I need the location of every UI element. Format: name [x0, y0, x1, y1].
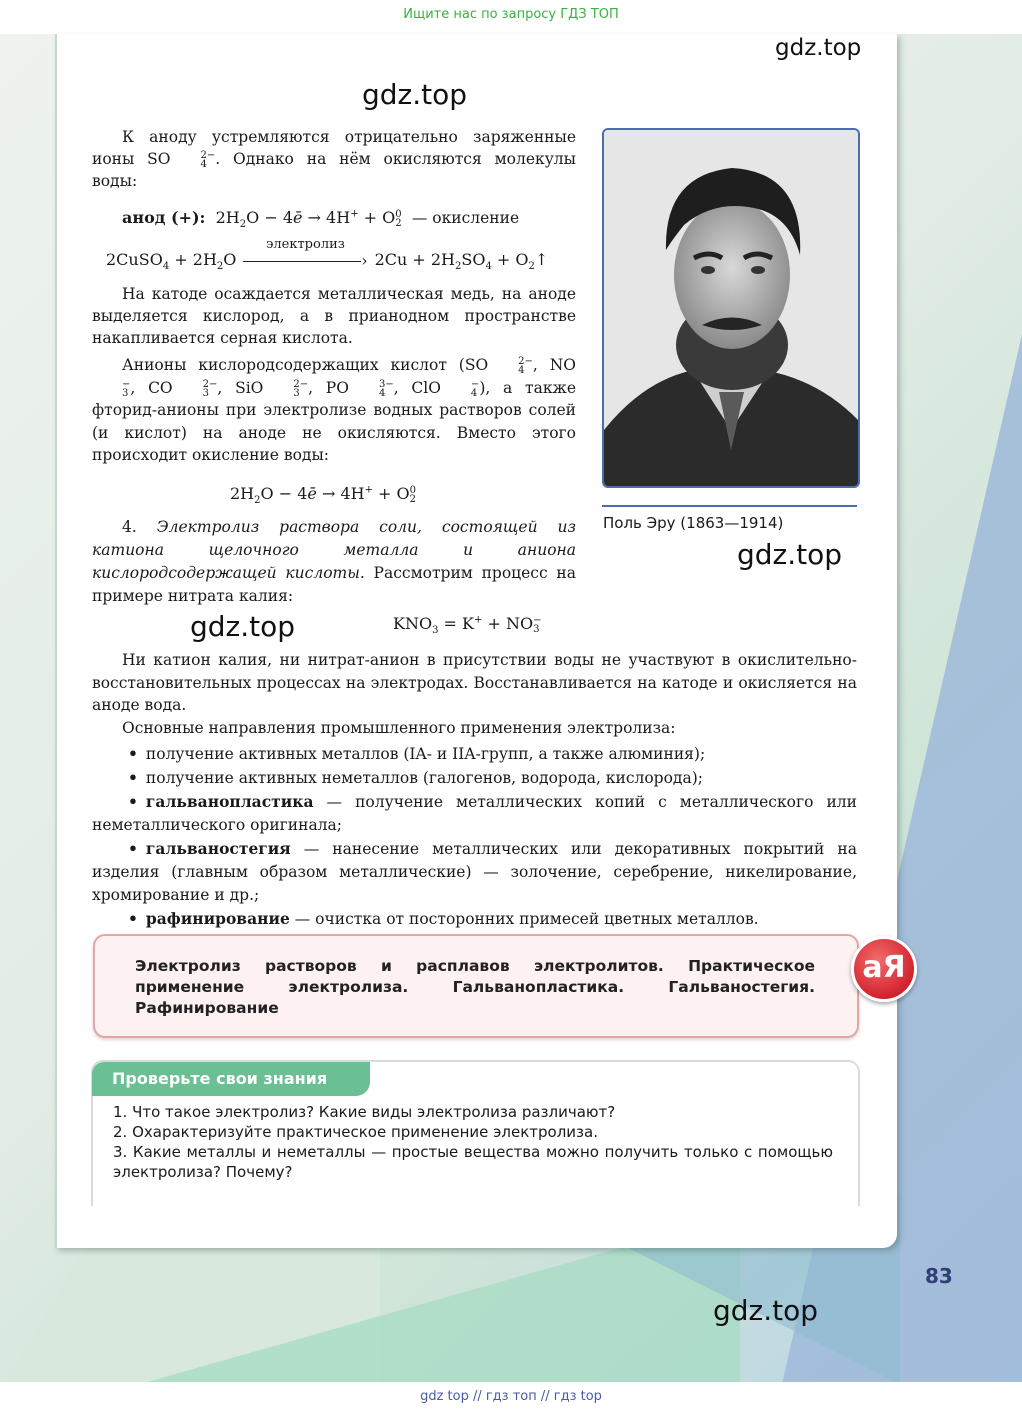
- cathode-paragraph: На катоде осаждается металлическая медь, на аноде выделяется кислород, а в прианодном пространстве накапливается серная кислота.: [92, 285, 576, 347]
- top-banner[interactable]: Ищите нас по запросу ГДЗ ТОП: [0, 0, 1022, 34]
- watermark: gdz.top: [362, 78, 468, 111]
- list-item: • гальваностегия — нанесение металлических или декоративных покрытий на изделия (главным образом металлические) — золочение, серебрение, никелирование, хромирование и др.;: [92, 839, 857, 904]
- applications-list: [92, 742, 857, 931]
- page-number: 83: [925, 1264, 953, 1288]
- kno3-paragraph: Ни катион калия, ни нитрат-анион в присутствии воды не участвуют в окислительно-восстановительных процессах на электродах. Восстанавливается на катоде и окисляется на аноде вода. Основные направления промышленного применения электролиза:: [92, 649, 857, 739]
- applications-intro: Основные направления промышленного применения электролиза:: [122, 718, 676, 737]
- check-knowledge-title: Проверьте свои знания: [92, 1062, 370, 1096]
- key-terms-text: Электролиз растворов и расплавов электролитов. Практическое применение электролиза. Гальванопластика. Гальваностегия. Рафинирование: [135, 957, 815, 1017]
- question-item: 2. Охарактеризуйте практическое применение электролиза.: [113, 1123, 598, 1141]
- watermark: gdz.top: [713, 1294, 819, 1327]
- overall-equation: 2CuSO$_4$ + $2H_2O$ электролиз › $2Cu + 2H_2SO_4$ + $O_2↑$: [106, 237, 549, 273]
- anode-intro-paragraph: К аноду устремляются отрицательно заряженные ионы SO 2− 4 . Однако на нём окисляются молекулы воды:: [92, 128, 576, 190]
- anode-equation: анод (+): $2H_2O$ − 4ē → 4H+ + O 0 2 — окисление: [122, 208, 520, 231]
- item4-paragraph: 4. Электролиз раствора соли, состоящей из катиона щелочного металла и аниона кислородсодержащей кислоты. Рассмотрим процесс на примере нитрата калия:: [92, 518, 576, 605]
- watermark: gdz.top: [737, 538, 843, 571]
- question-item: 3. Какие металлы и неметаллы — простые вещества можно получить только с помощью электролиза? Почему?: [113, 1143, 833, 1181]
- watermark: gdz.top: [190, 610, 296, 643]
- question-item: 1. Что такое электролиз? Какие виды электролиза различают?: [113, 1103, 616, 1121]
- anions-paragraph: Анионы кислородсодержащих кислот (SO 2− 4 , NO − 3 , CO 2− 3 , SiO 2− 3 , PO 3− 4 , ClO − 4 ), а также фторид-анионы при электролизе водных растворов солей (и кислот) на аноде не окисляются. Вместо этого происходит окисление воды:: [92, 356, 576, 464]
- glossary-icon: аЯ: [851, 936, 917, 1002]
- list-item: • получение активных неметаллов (галогенов, водорода, кислорода);: [128, 768, 703, 787]
- list-item: • гальванопластика — получение металлических копий с металлического или неметаллического оригинала;: [92, 792, 857, 834]
- water-oxidation-equation: $2H_2O$ − 4ē → 4H+ + O 0 2: [230, 484, 417, 507]
- watermark: gdz.top: [775, 35, 862, 61]
- portrait-caption: Поль Эру (1863—1914): [603, 514, 784, 532]
- portrait-photo: [602, 128, 860, 488]
- list-item: • получение активных металлов (IA- и IIA-групп, а также алюминия);: [128, 744, 706, 763]
- caption-rule: [602, 505, 857, 507]
- key-terms-box: [93, 934, 859, 1038]
- kno3-dissociation: $KNO_3 = K^+$ + NO − 3: [393, 614, 542, 637]
- bottom-banner[interactable]: gdz top // гдз топ // гдз top: [0, 1382, 1022, 1415]
- list-item: • рафинирование — очистка от посторонних примесей цветных металлов.: [128, 909, 759, 928]
- question-list: [113, 1102, 833, 1182]
